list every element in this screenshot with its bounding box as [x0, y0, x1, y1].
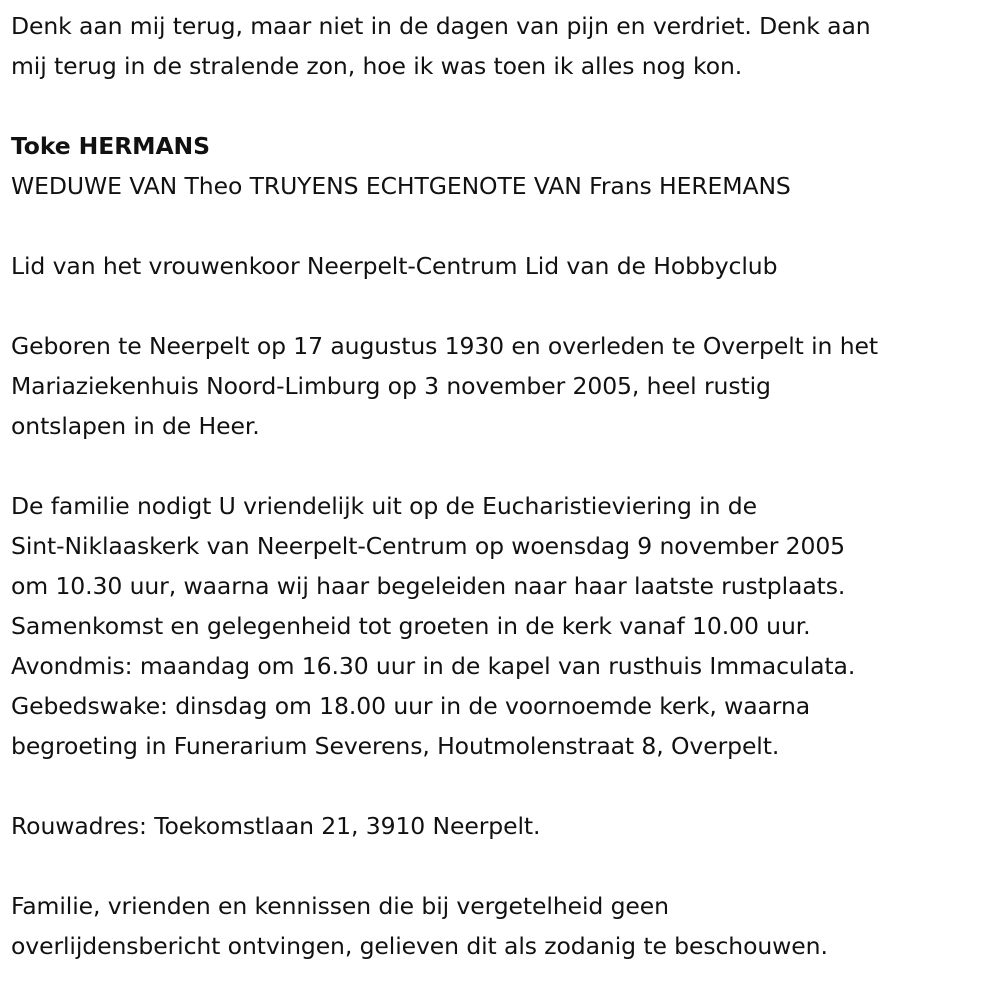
epitaph-line: Denk aan mij terug, maar niet in de dagen van pijn en verdriet. Denk aan: [11, 12, 871, 40]
closing-line: Familie, vrienden en kennissen die bij vergetelheid geen: [11, 892, 669, 920]
mourning-address: Rouwadres: Toekomstlaan 21, 3910 Neerpelt.: [11, 812, 541, 840]
spacer: [11, 446, 996, 486]
ceremony-line: om 10.30 uur, waarna wij haar begeleiden naar haar laatste rustplaats.: [11, 572, 846, 600]
obituary-document: [11, 6, 996, 966]
ceremony-paragraph: [11, 486, 996, 766]
deceased-name: Toke HERMANS: [11, 132, 210, 160]
closing-line: overlijdensbericht ontvingen, gelieven dit als zodanig te beschouwen.: [11, 932, 828, 960]
spacer: [11, 86, 996, 126]
birth-death-paragraph: [11, 326, 996, 446]
spacer: [11, 206, 996, 246]
epitaph-line: mij terug in de stralende zon, hoe ik was toen ik alles nog kon.: [11, 52, 743, 80]
spacer: [11, 286, 996, 326]
ceremony-line: Sint-Niklaaskerk van Neerpelt-Centrum op woensdag 9 november 2005: [11, 532, 846, 560]
memberships-line: Lid van het vrouwenkoor Neerpelt-Centrum Lid van de Hobbyclub: [11, 252, 778, 280]
relations-line: WEDUWE VAN Theo TRUYENS ECHTGENOTE VAN Frans HEREMANS: [11, 172, 791, 200]
ceremony-line: Avondmis: maandag om 16.30 uur in de kapel van rusthuis Immaculata.: [11, 652, 856, 680]
ceremony-line: Samenkomst en gelegenheid tot groeten in de kerk vanaf 10.00 uur.: [11, 612, 811, 640]
closing-paragraph: [11, 886, 996, 966]
birth-death-line: Mariaziekenhuis Noord-Limburg op 3 november 2005, heel rustig: [11, 372, 771, 400]
ceremony-line: begroeting in Funerarium Severens, Houtmolenstraat 8, Overpelt.: [11, 732, 780, 760]
epitaph-paragraph: [11, 6, 996, 86]
spacer: [11, 766, 996, 806]
ceremony-line: Gebedswake: dinsdag om 18.00 uur in de voornoemde kerk, waarna: [11, 692, 811, 720]
birth-death-line: ontslapen in de Heer.: [11, 412, 260, 440]
ceremony-line: De familie nodigt U vriendelijk uit op de Eucharistieviering in de: [11, 492, 757, 520]
birth-death-line: Geboren te Neerpelt op 17 augustus 1930 en overleden te Overpelt in het: [11, 332, 878, 360]
spacer: [11, 846, 996, 886]
